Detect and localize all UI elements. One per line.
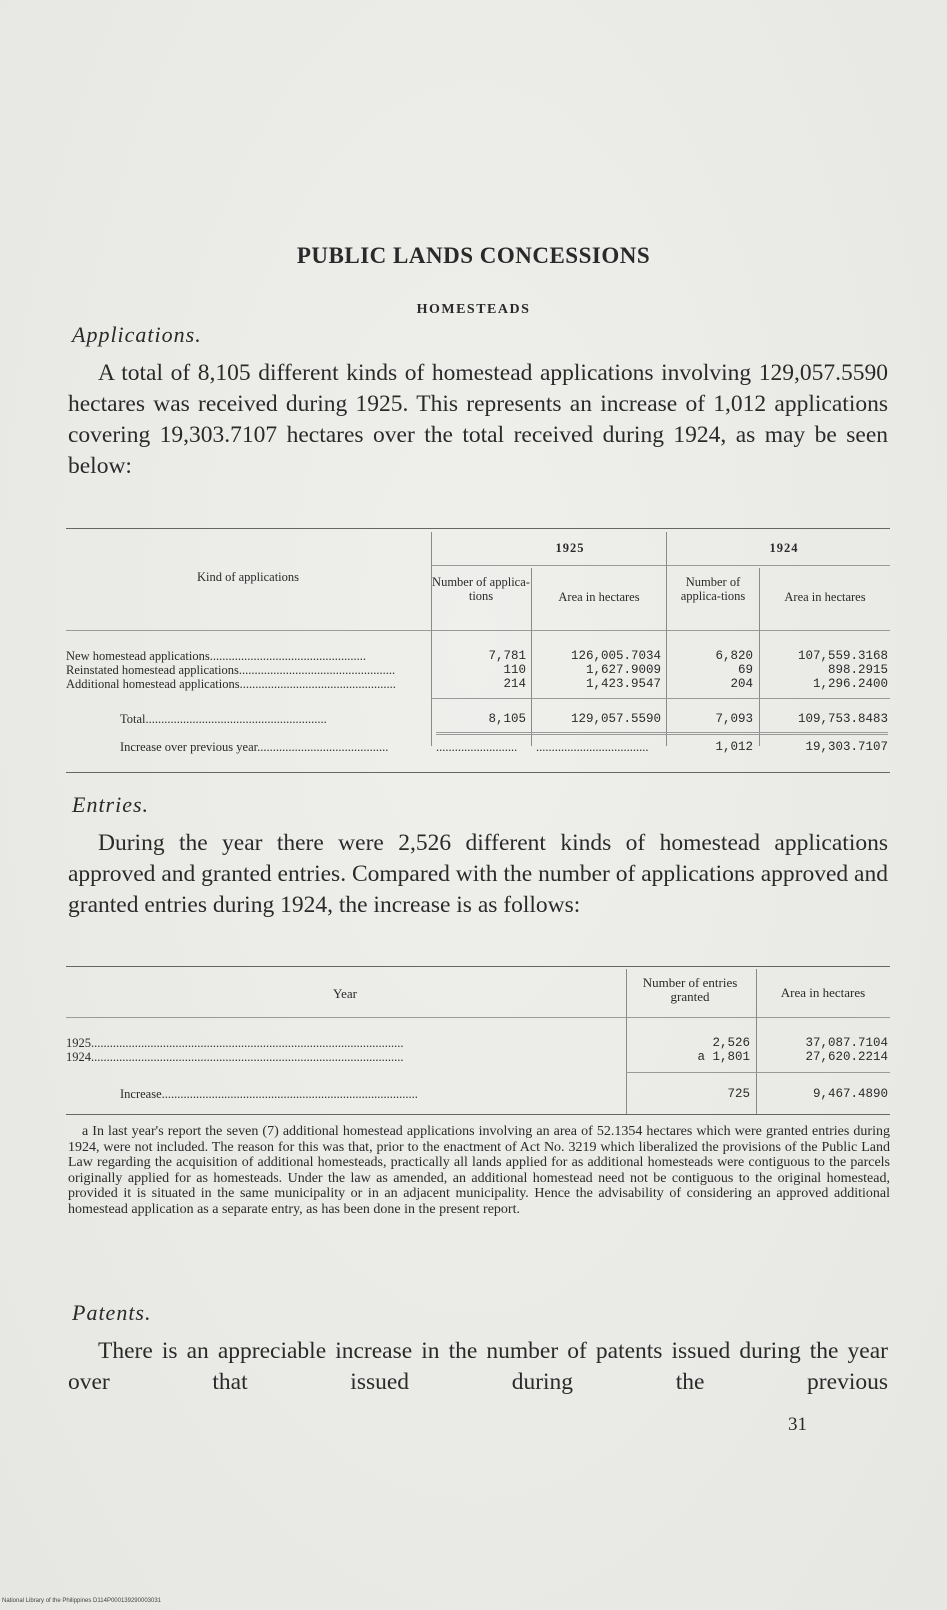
- row-label: Reinstated homestead applications: [66, 663, 239, 677]
- total-a1925: 129,057.5590: [570, 712, 661, 726]
- table2-bottom-rule: [66, 1114, 890, 1115]
- cell-a1925: 126,005.7034: [570, 649, 661, 663]
- cell-num: a 1,801: [697, 1050, 750, 1064]
- footnote: a In last year's report the seven (7) additional homestead applications involving an area of 52.1354 hectares which were granted entries during 1924, were not included. The reason for this was that, prior to the enactment of Act No. 3219 which liberalized the provisions of the Public Land Law regarding the acquisition of additional homesteads, practically all lands applied for as additional homesteads were contiguous to the parcels originally applied for as homesteads. Under the law as amended, an additional homestead need not be contiguous to the original homestead, provided it is situated in the same municipality or in an adjacent municipality. Hence the advisability of considering an approved additional homestead application as a separate entry, as has been done in the present report.: [68, 1124, 890, 1217]
- patents-paragraph: There is an appreciable increase in the number of patents issued during the year over that issued during the previous: [68, 1338, 888, 1395]
- table1-header-rule: [66, 630, 890, 631]
- table1-top-rule: [66, 528, 890, 529]
- table2-top-rule: [66, 966, 890, 967]
- row-label: New homestead applications: [66, 649, 210, 663]
- cell-a1924: 107,559.3168: [797, 649, 888, 663]
- table1-col-divider-2: [531, 568, 532, 746]
- table-row: Reinstated homestead applications..................................................: [66, 663, 396, 677]
- table1-year-rule: [431, 565, 890, 566]
- increase-label: Increase over previous year: [120, 740, 258, 754]
- increase-area: 9,467.4890: [812, 1087, 888, 1101]
- increase-a1924: 19,303.7107: [805, 740, 888, 754]
- cell-a1925: 1,627.9009: [585, 663, 661, 677]
- cell-a1924: 1,296.2400: [812, 677, 888, 691]
- table2-area-header: Area in hectares: [780, 985, 866, 1000]
- table2-sum-rule: [626, 1072, 890, 1073]
- total-n1924: 7,093: [715, 712, 753, 726]
- page-number: 31: [788, 1414, 807, 1435]
- cell-n1925: 110: [503, 663, 526, 677]
- row-year: 1925: [66, 1036, 91, 1050]
- increase-empty-n1925: ..........................: [436, 740, 518, 754]
- table1-col-divider-4: [759, 568, 760, 746]
- cell-a1925: 1,423.9547: [585, 677, 661, 691]
- table2-year-header: Year: [333, 986, 357, 1001]
- increase-n1924: 1,012: [715, 740, 753, 754]
- table1-num-header-1925: Number of applica-tions: [432, 575, 530, 603]
- cell-n1924: 204: [730, 677, 753, 691]
- patents-heading: Patents.: [72, 1300, 152, 1325]
- table-row-increase: Increase..................................................................................: [120, 1087, 418, 1101]
- cell-n1925: 7,781: [488, 649, 526, 663]
- table2-header-rule: [66, 1017, 890, 1018]
- cell-area: 27,620.2214: [805, 1050, 888, 1064]
- table-row-total: Total..........................................................: [120, 712, 327, 726]
- scan-credit: National Library of the Philippines D114P000139290003031: [2, 1598, 162, 1604]
- table1-bottom-rule: [66, 772, 890, 773]
- table1-area-header-1924: Area in hectares: [784, 590, 866, 604]
- cell-area: 37,087.7104: [805, 1036, 888, 1050]
- table-row: Additional homestead applications..................................................: [66, 677, 396, 691]
- table2-num-header: Number of entries granted: [642, 975, 738, 1004]
- table1-area-header-1925: Area in hectares: [558, 590, 640, 604]
- cell-n1925: 214: [503, 677, 526, 691]
- increase-num: 725: [727, 1087, 750, 1101]
- entries-paragraph: During the year there were 2,526 different kinds of homestead applications approved and granted entries. Compared with the number of applications approved and granted entries during 1924, the increase is as follows:: [68, 830, 888, 918]
- section-subtitle: HOMESTEADS: [416, 302, 531, 317]
- table-row: 1924....................................................................................................: [66, 1050, 404, 1064]
- table1-double-rule: [436, 732, 888, 735]
- row-label: Additional homestead applications: [66, 677, 240, 691]
- cell-n1924: 69: [737, 663, 753, 677]
- table-row-increase: Increase over previous year..........................................: [120, 740, 389, 754]
- total-n1925: 8,105: [488, 712, 526, 726]
- table2-col-divider-2: [756, 969, 757, 1114]
- table1-year-1924: 1924: [769, 541, 799, 555]
- applications-heading: Applications.: [72, 322, 202, 347]
- table1-col-divider-1: [431, 532, 432, 746]
- total-a1924: 109,753.8483: [797, 712, 888, 726]
- entries-heading: Entries.: [72, 792, 150, 817]
- applications-paragraph: A total of 8,105 different kinds of homestead applications involving 129,057.5590 hectares was received during 1925. This represents an increase of 1,012 applications covering 19,303.7107 hectares over the total received during 1924, as may be seen below:: [68, 360, 888, 479]
- table-row: New homestead applications..................................................: [66, 649, 366, 663]
- page-title: PUBLIC LANDS CONCESSIONS: [296, 243, 651, 268]
- increase-empty-a1925: ....................................: [536, 740, 649, 754]
- cell-n1924: 6,820: [715, 649, 753, 663]
- table1-total-rule: [431, 698, 890, 699]
- increase-label: Increase: [120, 1087, 162, 1101]
- cell-num: 2,526: [712, 1036, 750, 1050]
- table2-col-divider-1: [626, 969, 627, 1114]
- cell-a1924: 898.2915: [827, 663, 888, 677]
- table1-year-1925: 1925: [555, 541, 585, 555]
- table1-kind-header: Kind of applications: [196, 570, 300, 584]
- table1-col-divider-3: [666, 532, 667, 746]
- total-label: Total: [120, 712, 146, 726]
- table-row: 1925....................................................................................................: [66, 1036, 404, 1050]
- row-year: 1924: [66, 1050, 91, 1064]
- table1-num-header-1924: Number of applica-tions: [680, 575, 746, 603]
